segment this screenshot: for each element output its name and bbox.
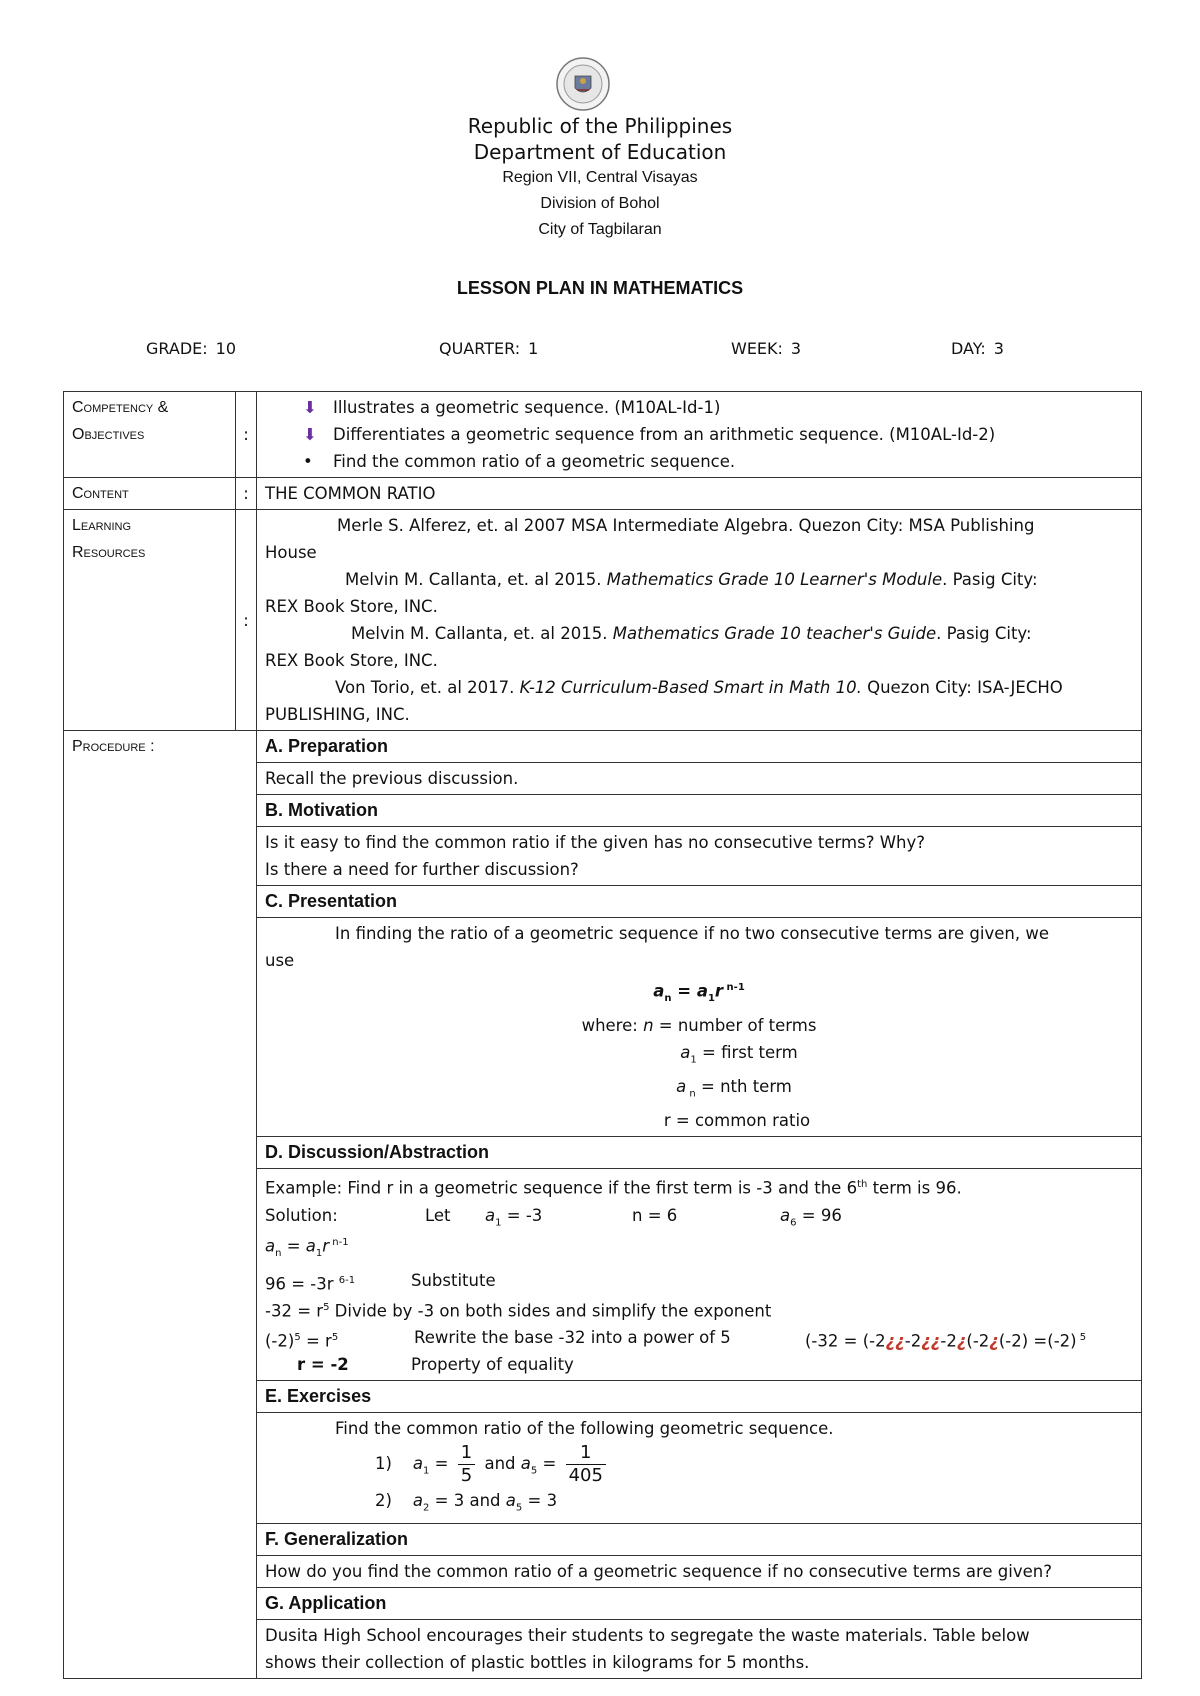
resource-1a: Merle S. Alferez, et. al 2007 MSA Intermediate Algebra. Quezon City: MSA Publishing xyxy=(337,516,1035,535)
week-label: WEEK: xyxy=(731,339,783,358)
resource-2a: Melvin M. Callanta, et. al 2015. Mathematics Grade 10 Learner's Module. Pasig City: xyxy=(345,570,1038,589)
application-line-2: shows their collection of plastic bottles in kilograms for 5 months. xyxy=(265,1653,810,1673)
objective-item: ⬇ Differentiates a geometric sequence from an arithmetic sequence. (M10AL-Id-2) xyxy=(265,421,1133,448)
arrow-bullet-icon: ⬇ xyxy=(303,398,317,417)
content-row xyxy=(64,478,1142,510)
motivation-title: B. Motivation xyxy=(257,795,1142,827)
resources-row xyxy=(64,510,1142,731)
competency-label-line1: Competency & xyxy=(72,399,169,416)
week-value: 3 xyxy=(790,339,802,358)
resources-label-line2: Resources xyxy=(72,544,146,561)
resource-3b: REX Book Store, INC. xyxy=(265,651,438,670)
week-field xyxy=(731,339,801,358)
discussion-body xyxy=(257,1169,1142,1381)
application-title: G. Application xyxy=(257,1588,1142,1620)
solution-givens: Solution: Let $a_1 = -3$ n = 6 $a_6 = 96$ xyxy=(265,1205,842,1229)
content-colon: : xyxy=(236,478,257,510)
motivation-question-1: Is it easy to find the common ratio if the given has no consecutive terms? Why? xyxy=(265,833,926,852)
header-republic: Republic of the Philippines xyxy=(467,114,733,138)
motivation-question-2: Is there a need for further discussion? xyxy=(265,860,579,879)
presentation-body xyxy=(257,918,1142,1137)
competency-label-line2: Objectives xyxy=(72,426,145,443)
motivation-body xyxy=(257,827,1142,886)
arrow-bullet-icon: ⬇ xyxy=(303,425,317,444)
application-line-1: Dusita High School encourages their students to segregate the waste materials. Table below xyxy=(265,1626,1030,1646)
formula-where-a1: $a_1$ = first term xyxy=(680,1042,798,1066)
resources-colon: : xyxy=(236,510,257,731)
application-body xyxy=(257,1620,1142,1679)
procedure-label: Procedure : xyxy=(64,731,257,1679)
fraction-one-405: $\frac{1}{405}$ xyxy=(566,1442,606,1487)
preparation-title: A. Preparation xyxy=(257,731,1142,763)
solution-step-2: 96 = -3r $^{6-1}$ Substitute xyxy=(265,1270,496,1294)
discussion-title: D. Discussion/Abstraction xyxy=(257,1137,1142,1169)
example-statement: Example: Find r in a geometric sequence if the first term is -3 and the 6th term is 96. xyxy=(265,1178,962,1198)
lesson-plan-table xyxy=(63,391,1142,1679)
quarter-value: 1 xyxy=(528,339,539,358)
resources-label xyxy=(64,510,236,731)
formula-where-an: a $_n$ = nth term xyxy=(676,1077,792,1100)
formula-where-n: where: n = number of terms xyxy=(581,1015,817,1035)
solution-step-3: $-32 = r^5$ Divide by -3 on both sides and simplify the exponent xyxy=(265,1301,772,1321)
deped-seal xyxy=(555,56,611,112)
formula-where-r: r = common ratio xyxy=(663,1111,811,1131)
bullet-icon: • xyxy=(303,452,313,471)
exercises-intro: Find the common ratio of the following geometric sequence. xyxy=(335,1419,834,1439)
resource-4b: PUBLISHING, INC. xyxy=(265,705,410,724)
presentation-line-1: In finding the ratio of a geometric sequence if no two consecutive terms are given, we xyxy=(335,924,1050,943)
objective-item: ⬇ Illustrates a geometric sequence. (M10AL-Id-1) xyxy=(265,394,1133,421)
header-division: Division of Bohol xyxy=(540,195,660,212)
competency-colon: : xyxy=(236,392,257,478)
formula-main: $a_n = a_1r$ $^{n-1}$ xyxy=(653,981,745,1004)
solution-step-4: $(-2)^5 = r^5$ Rewrite the base -32 into a power of 5 (-32 = (-2¿¿-2¿¿-2¿(-2¿(-2) =(-2) $^5$ xyxy=(265,1328,1087,1351)
generalization-text: How do you find the common ratio of a geometric sequence if no consecutive terms are given? xyxy=(257,1556,1142,1588)
day-field xyxy=(951,339,1004,358)
grade-label: GRADE: xyxy=(146,339,208,358)
quarter-label: QUARTER: xyxy=(439,339,521,358)
page-title: LESSON PLAN IN MATHEMATICS xyxy=(456,278,744,298)
exercises-title: E. Exercises xyxy=(257,1381,1142,1413)
grade-value: 10 xyxy=(215,339,236,358)
day-value: 3 xyxy=(993,339,1004,358)
resources-label-line1: Learning xyxy=(72,517,132,534)
preparation-title-row xyxy=(64,731,1142,763)
header-city: City of Tagbilaran xyxy=(538,221,662,238)
exercise-2: 2) $a_2 = 3$ and $a_5 = 3$ xyxy=(375,1491,558,1514)
preparation-text: Recall the previous discussion. xyxy=(257,763,1142,795)
competency-objectives xyxy=(257,392,1142,478)
competency-label xyxy=(64,392,236,478)
presentation-line-2: use xyxy=(265,951,295,970)
presentation-title: C. Presentation xyxy=(257,886,1142,918)
grade-field xyxy=(146,339,236,358)
competency-row xyxy=(64,392,1142,478)
header-department: Department of Education xyxy=(473,140,727,164)
resource-1b: House xyxy=(265,543,317,562)
resource-2b: REX Book Store, INC. xyxy=(265,597,438,616)
solution-step-5: r = -2 Property of equality xyxy=(297,1355,574,1375)
content-value: THE COMMON RATIO xyxy=(257,478,1142,510)
objective-item: • Find the common ratio of a geometric sequence. xyxy=(265,448,1133,475)
resources-list xyxy=(257,510,1142,731)
exercises-body xyxy=(257,1413,1142,1524)
header-region: Region VII, Central Visayas xyxy=(502,169,698,186)
resource-4a: Von Torio, et. al 2017. K-12 Curriculum-Based Smart in Math 10. Quezon City: ISA-JECHO xyxy=(335,678,1063,697)
exercise-1: 1) $a_1$ = $\frac{1}{5}$ and $a_5$ = $\frac{1}{405}$ xyxy=(265,1442,1133,1487)
generalization-title: F. Generalization xyxy=(257,1524,1142,1556)
resource-3a: Melvin M. Callanta, et. al 2015. Mathematics Grade 10 teacher's Guide. Pasig City: xyxy=(351,624,1032,643)
day-label: DAY: xyxy=(951,339,986,358)
content-label: Content xyxy=(64,478,236,510)
quarter-field xyxy=(439,339,538,358)
fraction-one-fifth: $\frac{1}{5}$ xyxy=(458,1442,475,1487)
solution-step-1: $a_n = a_1r$ $^{n-1}$ xyxy=(265,1236,349,1259)
